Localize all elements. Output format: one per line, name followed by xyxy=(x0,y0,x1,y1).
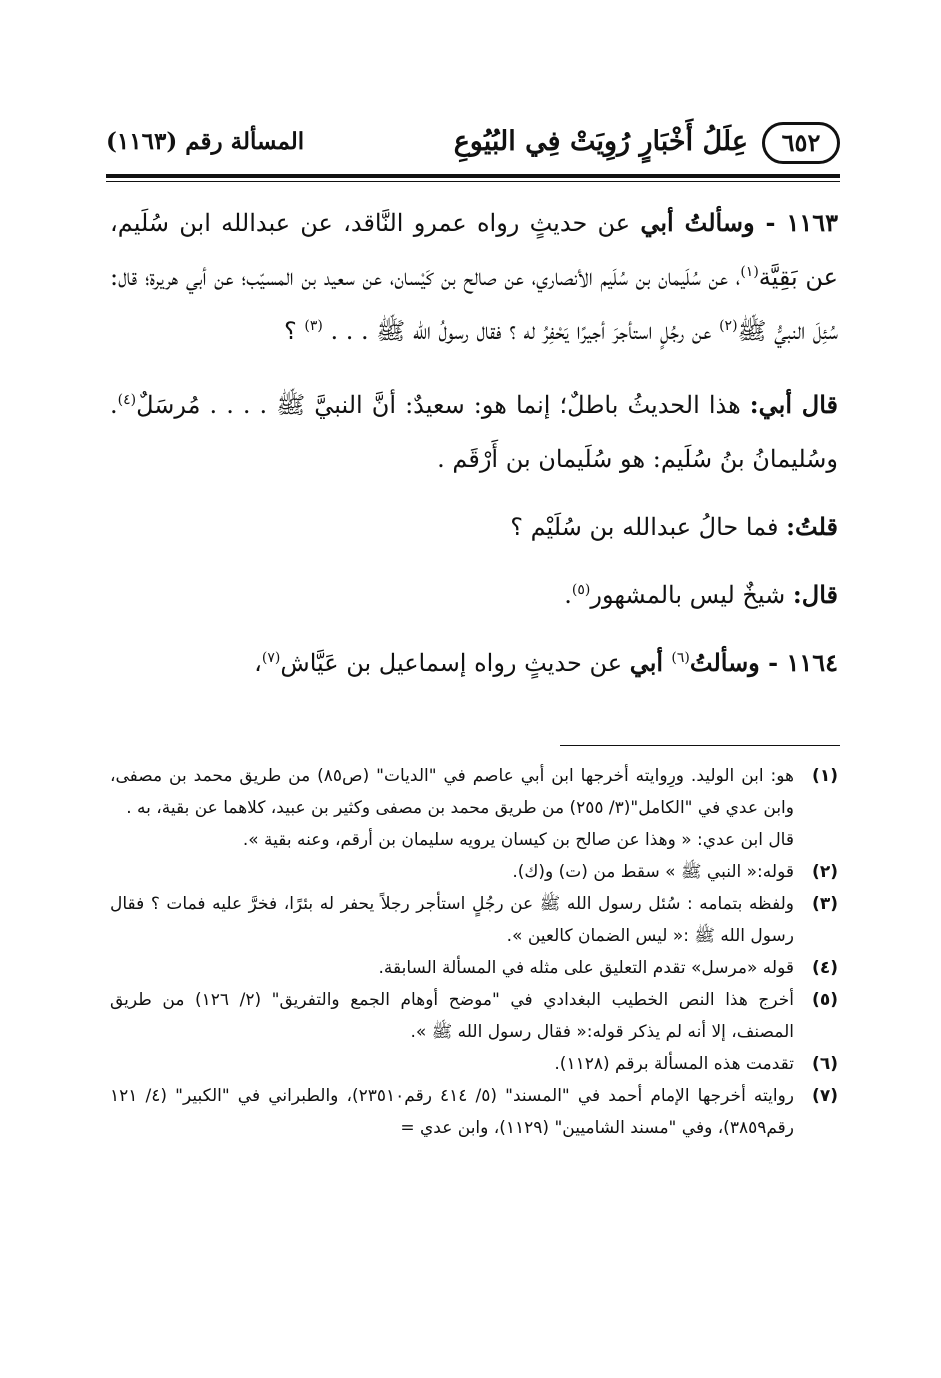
footnote-text: روايته أخرجها الإمام أحمد في "المسند" (٥/ ٤١٤ رقم٢٣٥١٠)، والطبراني في "الكبير" (٤/ ١٢١ رقم٣٨٥٩)، وفي "مسند الشاميين" (١١٢٩)، وابن عدي = xyxy=(110,1086,795,1138)
book-title: عِلَلُ أَخْبَارٍ رُوِيَتْ فِي البُيُوعِ xyxy=(453,126,748,157)
footnote-ref-3[interactable]: (٣) xyxy=(304,318,323,334)
footnote-ref-6[interactable]: (٦) xyxy=(671,650,690,666)
answer-end: . xyxy=(564,581,572,609)
footnote-text: تقدمت هذه المسألة برقم (١١٢٨). xyxy=(554,1054,794,1074)
footnote-text: أخرج هذا النص الخطيب البغدادي في "موضح أوهام الجمع والتفريق" (٢/ ١٢٦) من طريق المصنف، إلا أنه لم يذكر قوله:« فقال رسول الله ﷺ ». xyxy=(110,990,794,1042)
footnote-7 xyxy=(110,1080,838,1144)
footnote-mark: (٧) xyxy=(812,1086,838,1106)
question-lead: أبي xyxy=(629,648,672,677)
page-number: ٦٥٢ xyxy=(762,122,840,164)
footnote-mark: (٥) xyxy=(812,990,838,1010)
question-text: عن رجُلٍ استأجرَ أجيرًا يَحْفِرُ له ؟ فقال رسولُ الله ﷺ . . . xyxy=(322,317,720,345)
header-rule-thin xyxy=(106,181,840,182)
footnote-ref-5[interactable]: (٥) xyxy=(571,582,591,598)
question-1163 xyxy=(110,196,838,358)
question-text: عن حديثٍ رواه إسماعيل بن عَيَّاش xyxy=(280,649,630,677)
followup-lead: قلتُ: xyxy=(786,512,838,541)
question-text: ، عن سُلَيمان بن سُلَيم الأنصاري، عن صالح بن كَيْسان، عن سعيد بن المسيّب؛ عن أبي هريرة؛ قال: سُئِلَ النبيُّ ﷺ xyxy=(110,263,838,345)
footnote-6 xyxy=(110,1048,838,1080)
footnote-mark: (١) xyxy=(812,766,838,786)
footnote-mark: (٦) xyxy=(812,1054,838,1074)
footnote-2 xyxy=(110,856,838,888)
footnote-1 xyxy=(110,760,838,856)
footnote-mark: (٣) xyxy=(812,894,838,914)
footnote-separator xyxy=(560,745,840,746)
footnote-ref-1[interactable]: (١) xyxy=(740,264,759,280)
question-lead: وسألتُ xyxy=(689,648,760,677)
page-header xyxy=(106,118,840,178)
footnote-ref-4[interactable]: (٤) xyxy=(117,392,137,408)
answer-1 xyxy=(110,378,838,486)
footnote-ref-7[interactable]: (٧) xyxy=(261,650,281,666)
question-text: ؟ xyxy=(284,317,305,345)
footnote-mark: (٢) xyxy=(812,862,838,882)
footnote-text: قوله:« النبي ﷺ » سقط من (ت) و(ك). xyxy=(512,862,794,882)
answer-text: شيخٌ ليس بالمشهور xyxy=(590,581,793,609)
answer-lead: قال أبي: xyxy=(749,390,838,419)
question-end: ، xyxy=(254,649,262,677)
footnote-3 xyxy=(110,888,838,952)
issue-label: المسألة رقم (١١٦٣) xyxy=(106,128,305,155)
answer-text: . وسُليمانُ بنُ سُلَيم: هو سُلَيمان بن أَرْقَم . xyxy=(110,391,838,473)
answer-text: هذا الحديثُ باطلٌ؛ إنما هو: سعيدٌ: أنَّ النبيَّ ﷺ . . . . مُرسَلٌ xyxy=(136,391,750,419)
footnote-mark: (٤) xyxy=(812,958,838,978)
followup-text: فما حالُ عبدالله بن سُلَيْم ؟ xyxy=(510,513,787,541)
header-rule xyxy=(106,174,840,178)
question-text: عن حديثٍ رواه عمرو النَّاقد، عن عبدالله ابن سُلَيم، عن بَقِيَّة xyxy=(110,209,838,291)
footnotes xyxy=(110,760,838,1144)
footnote-text: قال ابن عدي: « وهذا عن صالح بن كيسان يرويه سليمان بن أرقم، وعنه بقية ». xyxy=(242,830,794,850)
question-1164 xyxy=(110,636,838,690)
footnote-text: هو: ابن الوليد. ورِوايته أخرجها ابن أبي عاصم في "الديات" (ص٨٥) من طريق محمد بن مصفى، وابن عدي في "الكامل"(٣/ ٢٥٥) من طريق محمد بن مصفى وكثير بن عبيد، كلاهما عن بقية، به . xyxy=(110,766,794,818)
question-lead: وسألتُ أبي xyxy=(640,208,755,237)
main-text xyxy=(110,196,838,690)
footnote-text: ولفظه بتمامه : سُئل رسول الله ﷺ عن رجُلٍ استأجر رجلاً يحفر له بئرًا، فخرَّ عليه فمات ؟ فقال رسول الله ﷺ :« ليس الضمان كالعين ». xyxy=(110,894,794,946)
followup-question xyxy=(110,500,838,554)
answer-2 xyxy=(110,568,838,622)
answer-lead: قال: xyxy=(792,580,838,609)
footnote-ref-2[interactable]: (٢) xyxy=(719,318,738,334)
footnote-4 xyxy=(110,952,838,984)
footnote-text: قوله «مرسل» تقدم التعليق على مثله في المسألة السابقة. xyxy=(378,958,794,978)
issue-number: ١١٦٣ - xyxy=(754,208,838,237)
footnote-5 xyxy=(110,984,838,1048)
issue-number: ١١٦٤ - xyxy=(759,648,838,677)
